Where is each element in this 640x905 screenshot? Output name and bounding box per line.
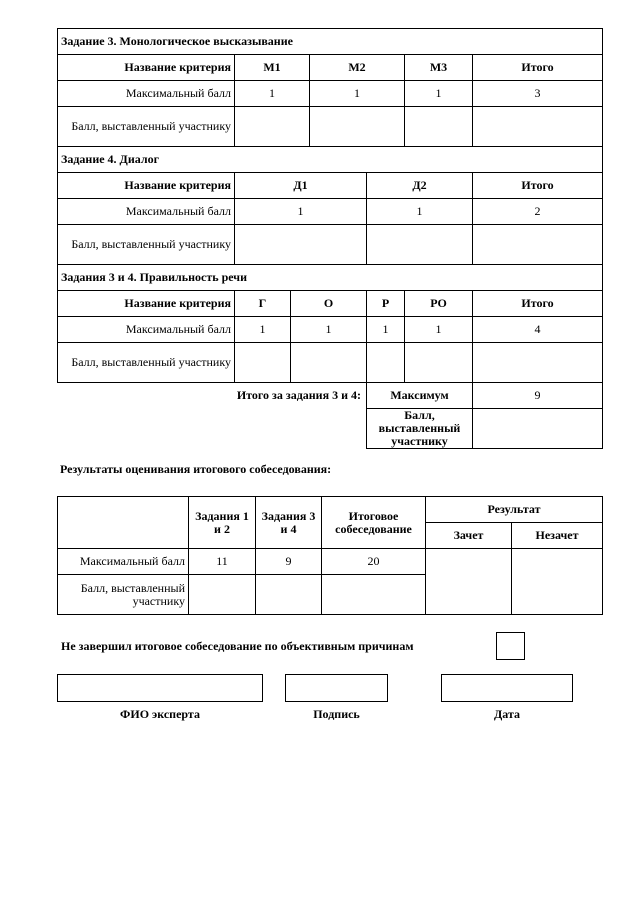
task3-max-m1: 1 — [235, 81, 310, 107]
task3-given-label: Балл, выставленный участнику — [58, 107, 235, 147]
results-col-tasks34: Задания 3 и 4 — [256, 497, 322, 549]
not-completed-label: Не завершил итоговое собеседование по объективным причинам — [61, 639, 414, 653]
task3-given-m2[interactable] — [310, 107, 405, 147]
task34-title: Задания 3 и 4. Правильность речи — [58, 265, 603, 291]
task34-col-r: Р — [367, 291, 405, 317]
results-col-final: Итоговое собеседование — [322, 497, 426, 549]
total34-max-label: Максимум — [367, 383, 473, 409]
task34-max-r: 1 — [367, 317, 405, 343]
task4-title: Задание 4. Диалог — [58, 147, 603, 173]
results-given-label: Балл, выставленный участнику — [58, 575, 189, 615]
total34-spacer — [58, 409, 367, 449]
expert-name-field[interactable] — [57, 674, 263, 702]
results-col-tasks12: Задания 1 и 2 — [189, 497, 256, 549]
task4-max-total: 2 — [473, 199, 603, 225]
task3-col-m2: М2 — [310, 55, 405, 81]
results-max-tasks12: 11 — [189, 549, 256, 575]
task3-criteria-header: Название критерия — [58, 55, 235, 81]
task34-max-label: Максимальный балл — [58, 317, 235, 343]
task34-col-ro: РО — [405, 291, 473, 317]
task3-col-total: Итого — [473, 55, 603, 81]
signature-field[interactable] — [285, 674, 388, 702]
task3-max-label: Максимальный балл — [58, 81, 235, 107]
results-fail-cell[interactable] — [512, 549, 603, 615]
task3-given-m3[interactable] — [405, 107, 473, 147]
task34-criteria-header: Название критерия — [58, 291, 235, 317]
task34-given-o[interactable] — [291, 343, 367, 383]
task3-max-total: 3 — [473, 81, 603, 107]
expert-name-label: ФИО эксперта — [120, 707, 200, 721]
task34-col-total: Итого — [473, 291, 603, 317]
results-corner — [58, 497, 189, 549]
task4-given-d1[interactable] — [235, 225, 367, 265]
task4-max-label: Максимальный балл — [58, 199, 235, 225]
task4-given-d2[interactable] — [367, 225, 473, 265]
task3-title: Задание 3. Монологическое высказывание — [58, 29, 603, 55]
results-table — [57, 496, 603, 615]
results-max-final: 20 — [322, 549, 426, 575]
task34-given-ro[interactable] — [405, 343, 473, 383]
task34-max-total: 4 — [473, 317, 603, 343]
task34-given-label: Балл, выставленный участнику — [58, 343, 235, 383]
results-col-pass: Зачет — [426, 523, 512, 549]
scores-table — [57, 28, 603, 449]
task4-given-total[interactable] — [473, 225, 603, 265]
total34-max-value: 9 — [473, 383, 603, 409]
date-field[interactable] — [441, 674, 573, 702]
results-pass-cell[interactable] — [426, 549, 512, 615]
task34-given-r[interactable] — [367, 343, 405, 383]
task4-col-total: Итого — [473, 173, 603, 199]
task3-col-m3: М3 — [405, 55, 473, 81]
total34-given-label: Балл, выставленный участнику — [367, 409, 473, 449]
task34-col-g: Г — [235, 291, 291, 317]
task3-max-m3: 1 — [405, 81, 473, 107]
task3-given-total[interactable] — [473, 107, 603, 147]
task4-criteria-header: Название критерия — [58, 173, 235, 199]
task4-col-d1: Д1 — [235, 173, 367, 199]
date-label: Дата — [494, 707, 520, 721]
task4-col-d2: Д2 — [367, 173, 473, 199]
results-given-tasks12[interactable] — [189, 575, 256, 615]
task34-max-o: 1 — [291, 317, 367, 343]
task34-given-total[interactable] — [473, 343, 603, 383]
task3-max-m2: 1 — [310, 81, 405, 107]
results-given-final[interactable] — [322, 575, 426, 615]
task34-max-g: 1 — [235, 317, 291, 343]
results-col-fail: Незачет — [512, 523, 603, 549]
results-title: Результаты оценивания итогового собеседования: — [60, 462, 332, 476]
task4-given-label: Балл, выставленный участнику — [58, 225, 235, 265]
total34-given-value[interactable] — [473, 409, 603, 449]
task34-col-o: О — [291, 291, 367, 317]
task4-max-d1: 1 — [235, 199, 367, 225]
task34-max-ro: 1 — [405, 317, 473, 343]
task4-max-d2: 1 — [367, 199, 473, 225]
not-completed-checkbox[interactable] — [496, 632, 525, 660]
total34-label: Итого за задания 3 и 4: — [236, 388, 361, 403]
results-col-result: Результат — [426, 497, 603, 523]
results-given-tasks34[interactable] — [256, 575, 322, 615]
results-max-tasks34: 9 — [256, 549, 322, 575]
task3-given-m1[interactable] — [235, 107, 310, 147]
results-max-label: Максимальный балл — [58, 549, 189, 575]
task34-given-g[interactable] — [235, 343, 291, 383]
signature-label: Подпись — [313, 707, 360, 721]
task3-col-m1: М1 — [235, 55, 310, 81]
